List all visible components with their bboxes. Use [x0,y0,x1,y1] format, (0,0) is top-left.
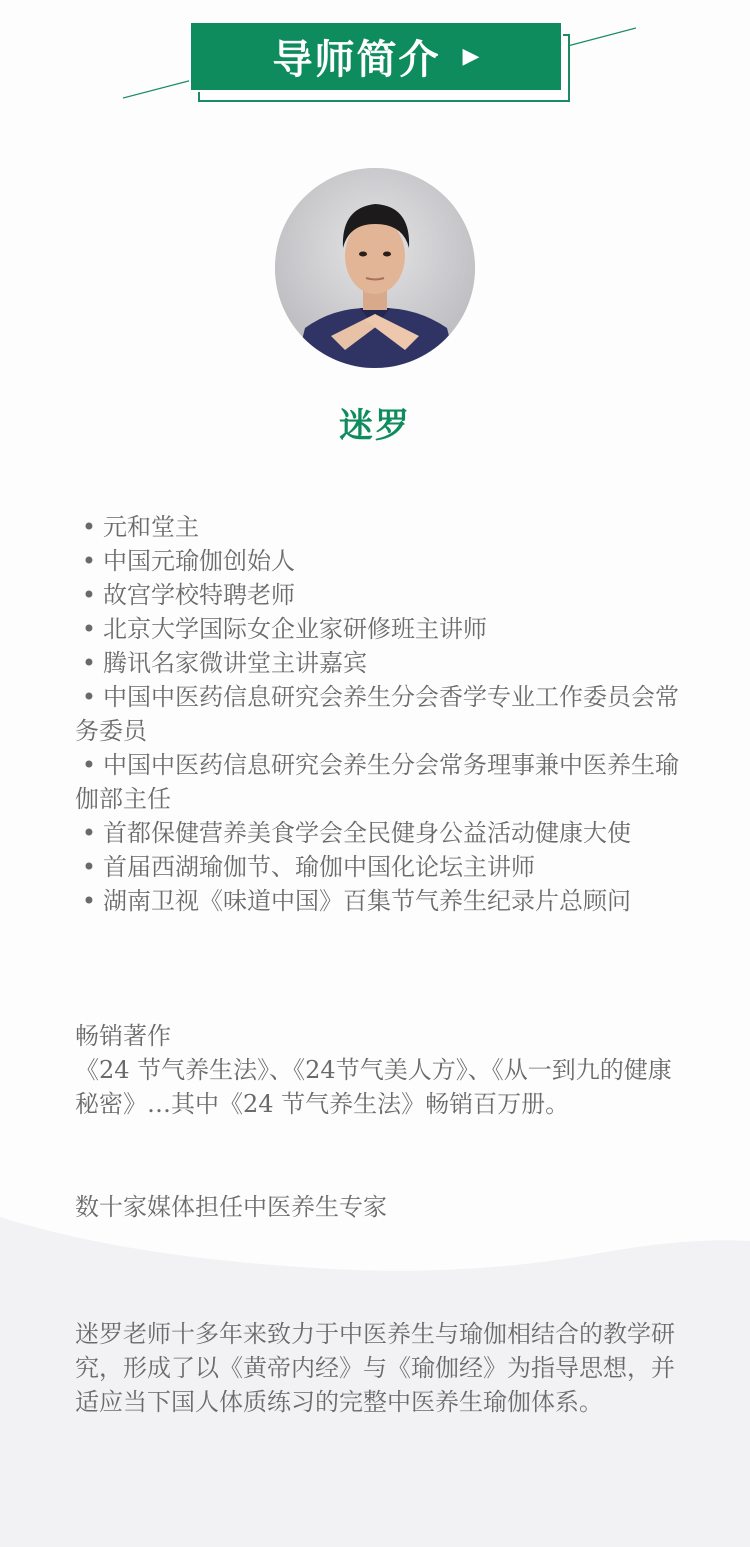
list-item: • 腾讯名家微讲堂主讲嘉宾 [81,649,367,677]
list-item: • 故宫学校特聘老师 [81,581,295,609]
avatar [275,168,475,368]
media-text: 数十家媒体担任中医养生专家 [75,1193,387,1221]
list-item: • 首届西湖瑜伽节、瑜伽中国化论坛主讲师 [81,853,535,881]
section-title-banner [189,21,563,92]
teacher-name: 迷罗 [339,406,411,446]
play-arrow-icon: ▶ [462,43,480,69]
works-title: 畅销著作 [75,1022,171,1050]
works-text: 《24 节气养生法》、《24节气美人方》、《从一到九的健康秘密》…其中《24 节气养生法》畅销百万册。 [75,1056,672,1118]
bio-list [75,510,680,918]
list-item: • 元和堂主 [81,513,199,541]
list-item: • 湖南卫视《味道中国》百集节气养生纪录片总顾问 [81,887,631,915]
list-item: • 首都保健营养美食学会全民健身公益活动健康大使 [81,819,631,847]
summary-text: 迷罗老师十多年来致力于中医养生与瑜伽相结合的教学研究，形成了以《黄帝内经》与《瑜伽经》为指导思想，并适应当下国人体质练习的完整中医养生瑜伽体系。 [75,1320,675,1416]
person-portrait-icon [275,168,475,368]
list-item: • 中国中医药信息研究会养生分会常务理事兼中医养生瑜伽部主任 [75,751,679,813]
header-banner [0,0,750,120]
list-item: • 中国中医药信息研究会养生分会香学专业工作委员会常务委员 [75,683,679,745]
section-title: 导师简介 [272,37,441,83]
list-item: • 北京大学国际女企业家研修班主讲师 [81,615,487,643]
list-item: • 中国元瑜伽创始人 [81,547,295,575]
